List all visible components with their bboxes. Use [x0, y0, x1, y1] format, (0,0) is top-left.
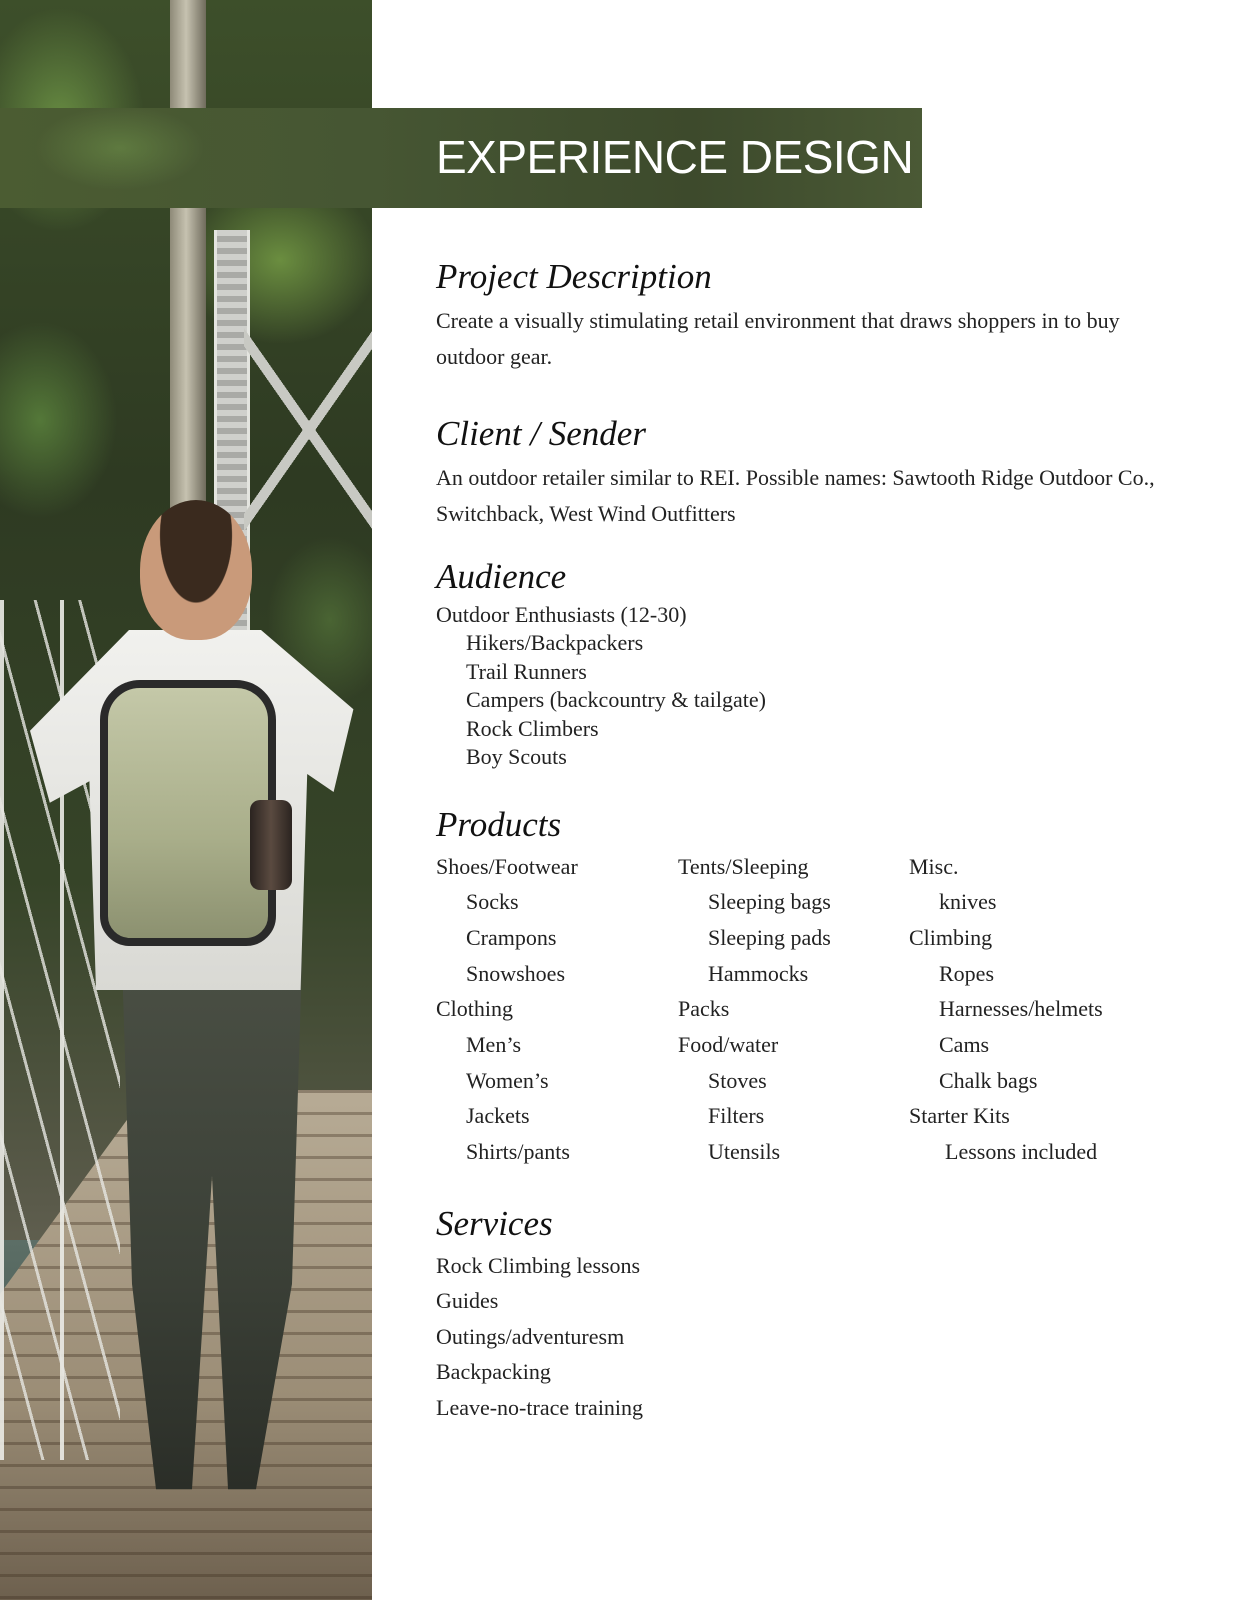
list-item: Campers (backcountry & tailgate)	[466, 687, 766, 712]
list-item: Hammocks	[708, 960, 809, 986]
list-item: Ropes	[939, 960, 994, 986]
list-item: Stoves	[708, 1067, 767, 1093]
list-item: Guides	[436, 1288, 499, 1313]
bridge-brace	[244, 300, 372, 560]
list-item: Cams	[939, 1032, 990, 1058]
products-column-2	[678, 849, 831, 1170]
audience-section	[436, 558, 1176, 772]
list-item: Shirts/pants	[466, 1139, 570, 1165]
list-item: Rock Climbers	[466, 715, 599, 741]
list-item: Chalk bags	[939, 1067, 1038, 1093]
list-item: Misc.	[909, 853, 959, 879]
services-list	[436, 1248, 1176, 1426]
list-item: Snowshoes	[466, 960, 566, 986]
title-band	[0, 108, 922, 208]
products-column-1	[436, 849, 578, 1170]
products-heading: Products	[436, 805, 562, 844]
list-item: Filters	[708, 1103, 765, 1129]
list-item: Utensils	[708, 1139, 781, 1165]
list-item: Crampons	[466, 924, 557, 950]
list-item: Leave-no-trace training	[436, 1394, 644, 1420]
list-item: Women’s	[466, 1067, 549, 1093]
project-description-heading: Project Description	[436, 257, 712, 296]
client-text: An outdoor retailer similar to REI. Possible names: Sawtooth Ridge Outdoor Co., Switchback, West Wind Outfitters	[436, 464, 1155, 526]
list-item: Sleeping bags	[708, 889, 831, 915]
audience-heading: Audience	[436, 557, 567, 596]
project-description-text: Create a visually stimulating retail environment that draws shoppers in to buy outdoor gear.	[436, 307, 1120, 369]
list-item: Hikers/Backpackers	[466, 630, 644, 655]
page-title: EXPERIENCE DESIGN	[436, 131, 914, 183]
services-section	[436, 1205, 1176, 1425]
products-column-3	[909, 849, 1103, 1170]
list-item: Clothing	[436, 996, 514, 1022]
list-item: Socks	[466, 889, 519, 915]
list-item: Packs	[678, 996, 730, 1022]
list-item: Climbing	[909, 924, 993, 950]
list-item: Outdoor Enthusiasts (12-30)	[436, 601, 687, 627]
project-description-section	[436, 258, 1176, 375]
list-item: Boy Scouts	[466, 744, 567, 769]
list-item: Rock Climbing lessons	[436, 1252, 641, 1278]
list-item: Men’s	[466, 1032, 521, 1058]
list-item: Backpacking	[436, 1359, 551, 1384]
list-item: Trail Runners	[466, 658, 587, 684]
list-item: Lessons included	[945, 1139, 1098, 1165]
list-item: Sleeping pads	[708, 924, 831, 950]
list-item: Harnesses/helmets	[939, 996, 1103, 1022]
list-item: Jackets	[466, 1103, 530, 1129]
list-item: Food/water	[678, 1032, 779, 1058]
products-section	[436, 806, 1176, 1179]
list-item: Tents/Sleeping	[678, 853, 809, 879]
audience-list	[436, 601, 1176, 772]
list-item: knives	[939, 889, 997, 915]
services-heading: Services	[436, 1204, 553, 1243]
client-section	[436, 415, 1176, 532]
list-item: Outings/adventuresm	[436, 1323, 625, 1349]
hiker-bridge-photo	[0, 0, 372, 1600]
client-heading: Client / Sender	[436, 414, 646, 453]
water-bottle	[250, 800, 292, 890]
products-columns	[436, 849, 1176, 1179]
list-item: Shoes/Footwear	[436, 853, 578, 879]
hiker-head	[140, 500, 252, 640]
list-item: Starter Kits	[909, 1103, 1010, 1129]
